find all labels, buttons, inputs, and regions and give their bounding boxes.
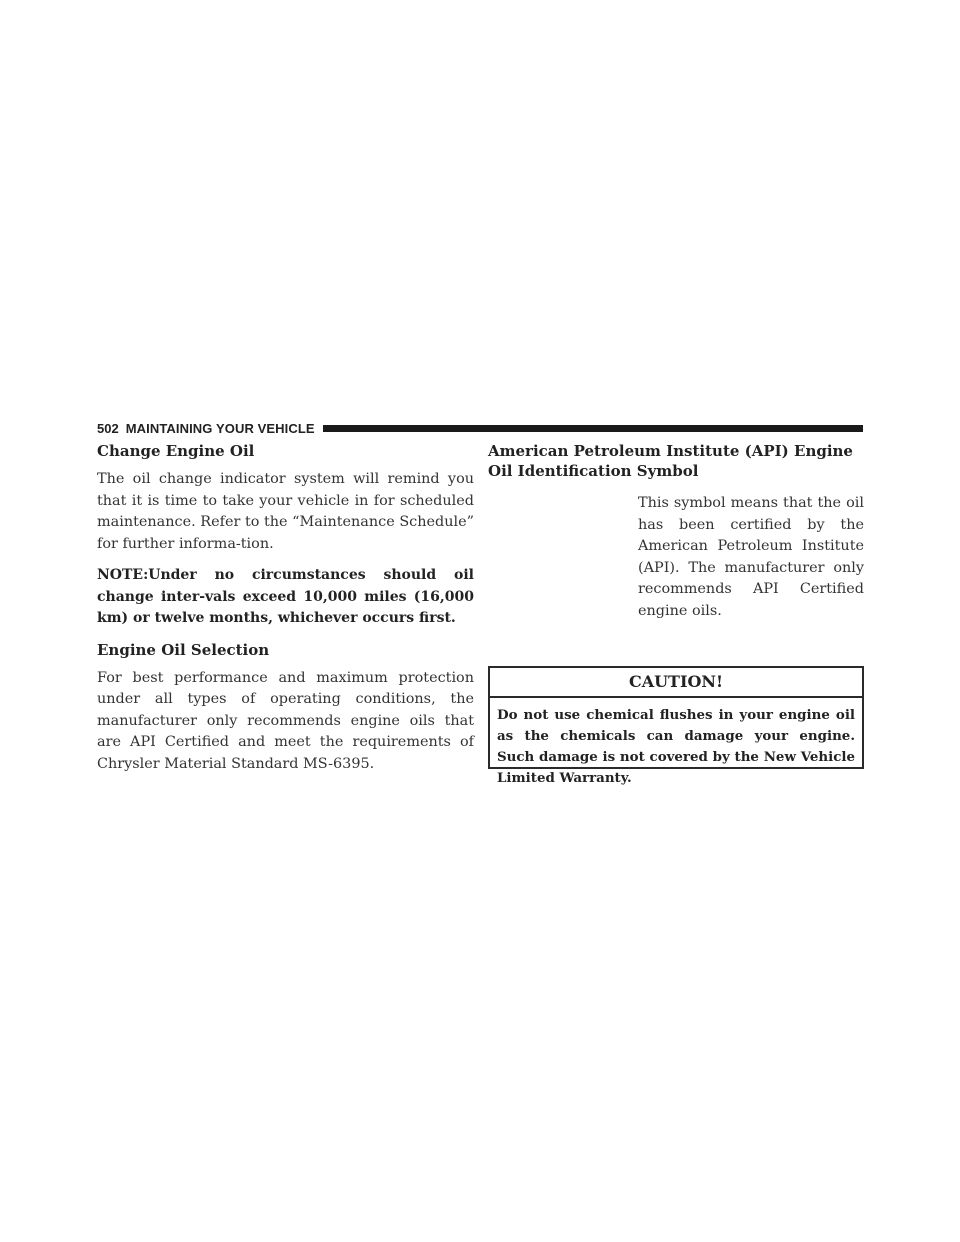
note-oil-change-interval: NOTE:Under no circumstances should oil change inter-vals exceed 10,000 miles (16,000 km) or twelve months, whichever occurs first. <box>97 567 474 626</box>
paragraph-api-symbol: This symbol means that the oil has been certified by the American Petroleum Institute (API). The manufacturer only recommends API Certified engine oils. <box>638 495 864 619</box>
api-symbol-block <box>488 489 864 629</box>
caution-title: CAUTION! <box>490 668 862 698</box>
heading-engine-oil-selection: Engine Oil Selection <box>97 640 270 659</box>
page-header <box>97 418 863 438</box>
section-title: MAINTAINING YOUR VEHICLE <box>125 420 315 436</box>
heading-api-symbol: American Petroleum Institute (API) Engine Oil Identification Symbol <box>488 442 853 480</box>
header-rule <box>323 425 863 432</box>
paragraph-engine-oil-selection: For best performance and maximum protection under all types of operating conditions, the manufacturer only recommends engine oils that are API Certified and meet the requirements of Chrysler Material Standard MS-6395. <box>97 669 474 772</box>
api-symbol-image-area <box>488 489 628 609</box>
caution-body: Do not use chemical flushes in your engine oil as the chemicals can damage your engine. Such damage is not covered by the New Vehicle Limited Warranty. <box>497 707 855 786</box>
paragraph-change-engine-oil: The oil change indicator system will remind you that it is time to take your vehicle in for scheduled maintenance. Refer to the “Maintenance Schedule” for further informa-tion. <box>97 471 474 552</box>
caution-box <box>488 666 864 786</box>
right-column <box>488 441 864 629</box>
left-column <box>97 441 474 785</box>
page-number: 502 <box>97 420 119 436</box>
heading-change-engine-oil: Change Engine Oil <box>97 442 255 460</box>
